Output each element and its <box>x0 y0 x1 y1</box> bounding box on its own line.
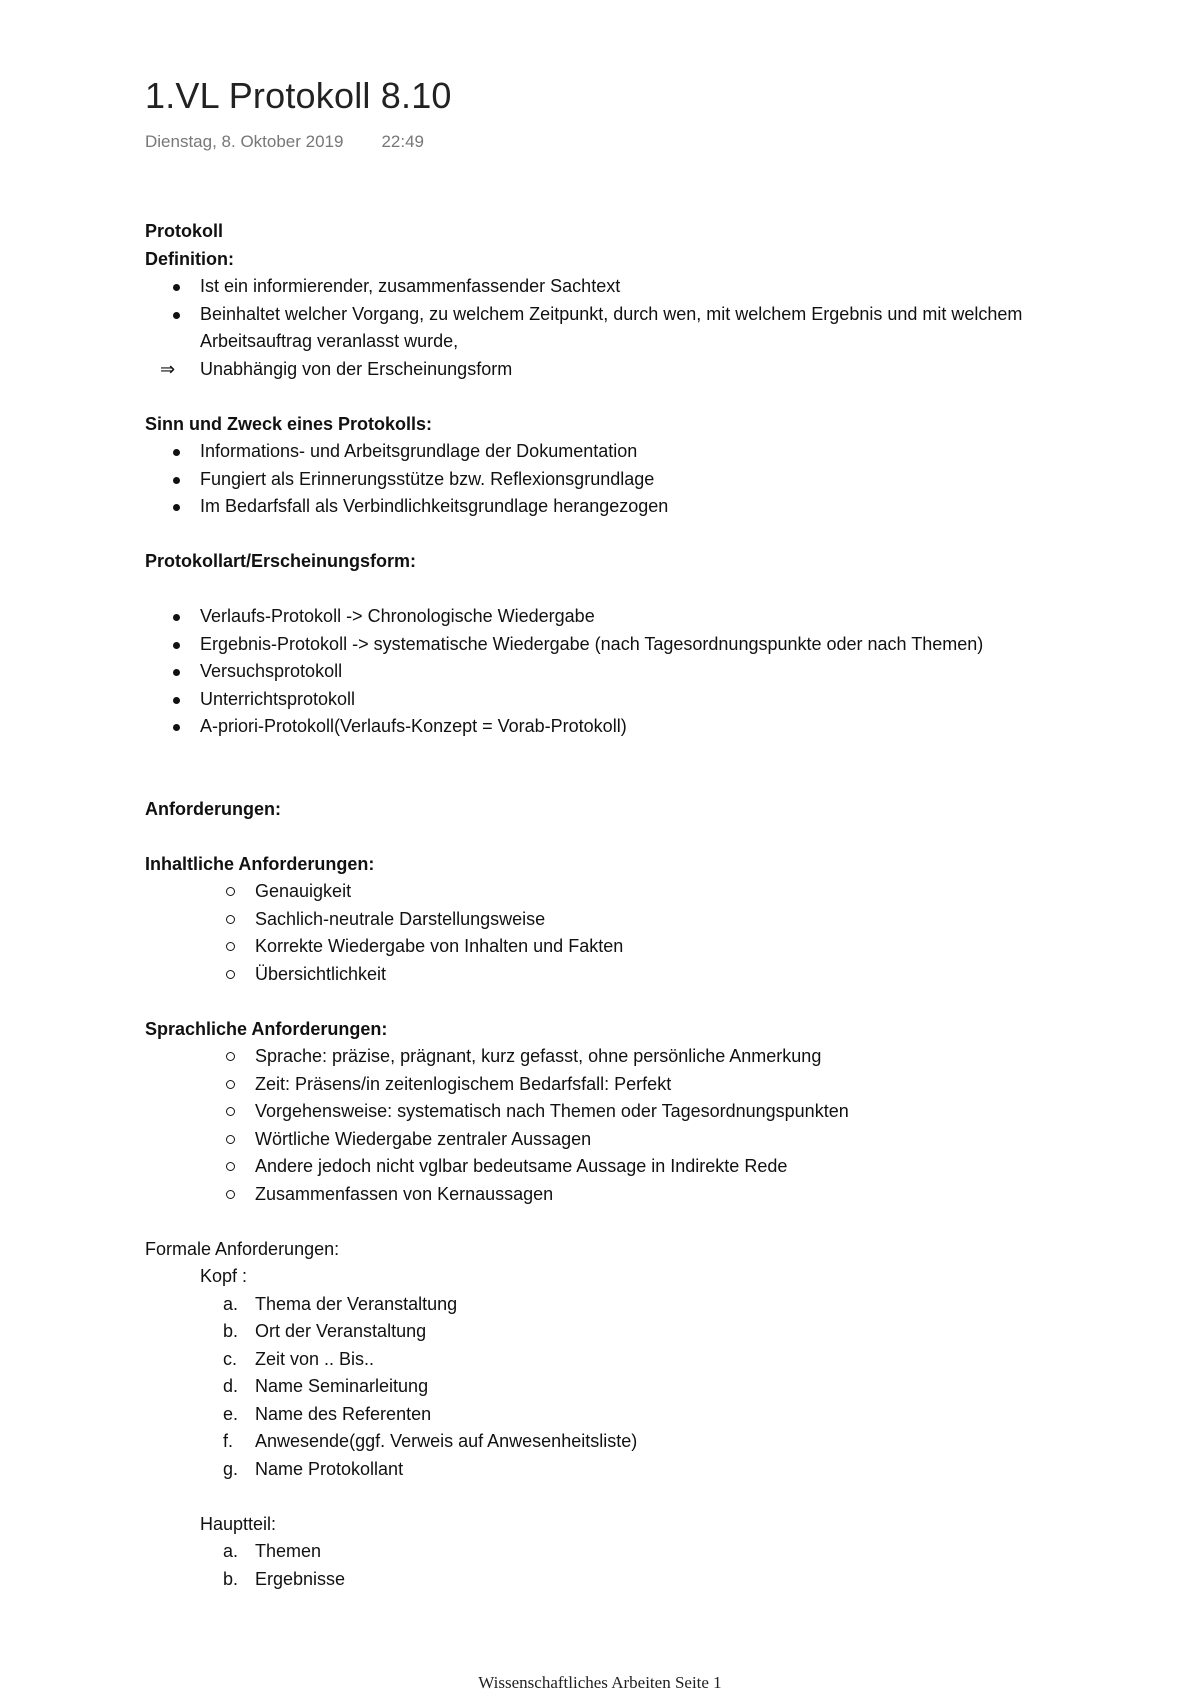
list-item: d. Name Seminarleitung <box>223 1376 429 1396</box>
list-item: Versuchsprotokoll <box>200 658 1105 686</box>
list-item: Zeit: Präsens/in zeitenlogischem Bedarfsfall: Perfekt <box>255 1071 1105 1099</box>
circle-bullet-icon <box>226 970 235 979</box>
list-item: Vorgehensweise: systematisch nach Themen oder Tagesordnungspunkten <box>255 1098 1105 1126</box>
heading-anforderungen: Anforderungen: <box>145 798 281 819</box>
list-item: A-priori-Protokoll(Verlaufs-Konzept = Vorab-Protokoll) <box>200 713 1105 741</box>
spacer <box>145 383 1105 411</box>
sprachliche-list <box>145 1043 1105 1208</box>
heading-inhaltliche-anforderungen: Inhaltliche Anforderungen: <box>145 853 375 874</box>
list-item: b. Ort der Veranstaltung <box>223 1321 427 1341</box>
spacer <box>145 823 1105 851</box>
list-item: g. Name Protokollant <box>223 1458 404 1479</box>
spacer <box>145 988 1105 1016</box>
heading-sinn-und-zweck: Sinn und Zweck eines Protokolls: <box>145 413 433 434</box>
circle-bullet-icon <box>226 1107 235 1116</box>
spacer <box>145 741 1105 769</box>
bullet-icon <box>173 284 180 291</box>
list-item: Übersichtlichkeit <box>255 961 1105 989</box>
list-item: f. Anwesende(ggf. Verweis auf Anwesenheitsliste) <box>223 1431 638 1451</box>
circle-bullet-icon <box>226 942 235 951</box>
circle-bullet-icon <box>226 1162 235 1171</box>
list-item: Verlaufs-Protokoll -> Chronologische Wiedergabe <box>200 603 1105 631</box>
bullet-icon <box>173 724 180 731</box>
page-title: 1.VL Protokoll 8.10 <box>145 75 452 116</box>
circle-bullet-icon <box>226 1190 235 1199</box>
bullet-icon <box>173 697 180 704</box>
bullet-icon <box>173 449 180 456</box>
list-item: a. Themen <box>223 1541 322 1561</box>
kopf-label: Kopf : <box>200 1266 248 1286</box>
list-item: b. Ergebnisse <box>223 1568 346 1589</box>
circle-bullet-icon <box>226 1080 235 1089</box>
circle-bullet-icon <box>226 887 235 896</box>
sinn-list <box>145 438 1105 521</box>
kopf-list <box>145 1291 1105 1484</box>
bullet-icon <box>173 477 180 484</box>
list-item: Zusammenfassen von Kernaussagen <box>255 1181 1105 1209</box>
page-time: 22:49 <box>381 132 425 151</box>
spacer <box>145 1483 1105 1511</box>
heading-protokoll: Protokoll <box>145 221 224 241</box>
list-item: c. Zeit von .. Bis.. <box>223 1348 375 1369</box>
heading-formale-anforderungen: Formale Anforderungen: <box>145 1238 340 1259</box>
list-item: Sachlich-neutrale Darstellungsweise <box>255 906 1105 934</box>
spacer <box>145 1208 1105 1236</box>
definition-list <box>145 273 1105 383</box>
list-item: Genauigkeit <box>255 878 1105 906</box>
list-item: ⇒ Unabhängig von der Erscheinungsform <box>200 356 1105 384</box>
list-item: Sprache: präzise, prägnant, kurz gefasst, ohne persönliche Anmerkung <box>255 1043 1105 1071</box>
spacer <box>145 576 1105 604</box>
list-item: Wörtliche Wiedergabe zentraler Aussagen <box>255 1126 1105 1154</box>
list-item: Informations- und Arbeitsgrundlage der Dokumentation <box>200 438 1105 466</box>
double-arrow-icon: ⇒ <box>160 358 176 379</box>
bullet-icon <box>173 669 180 676</box>
list-item: Beinhaltet welcher Vorgang, zu welchem Zeitpunkt, durch wen, mit welchem Ergebnis und mit welchem Arbeitsauftrag veranlasst wurde, <box>200 301 1105 356</box>
spacer <box>145 521 1105 549</box>
heading-protokollart: Protokollart/Erscheinungsform: <box>145 551 417 571</box>
list-item: Ergebnis-Protokoll -> systematische Wiedergabe (nach Tagesordnungspunkte oder nach Themen) <box>200 631 1105 659</box>
circle-bullet-icon <box>226 915 235 924</box>
bullet-icon <box>173 504 180 511</box>
list-item: e. Name des Referenten <box>223 1403 432 1424</box>
heading-definition: Definition: <box>145 248 234 269</box>
list-item: a. Thema der Veranstaltung <box>223 1293 458 1314</box>
circle-bullet-icon <box>226 1052 235 1061</box>
list-item: Unterrichtsprotokoll <box>200 686 1105 714</box>
bullet-icon <box>173 312 180 319</box>
list-item: Im Bedarfsfall als Verbindlichkeitsgrundlage herangezogen <box>200 493 1105 521</box>
page-meta <box>145 130 424 154</box>
page-date: Dienstag, 8. Oktober 2019 <box>145 132 344 151</box>
bullet-icon <box>173 614 180 621</box>
circle-bullet-icon <box>226 1135 235 1144</box>
hauptteil-label: Hauptteil: <box>200 1513 277 1534</box>
page-footer: Wissenschaftliches Arbeiten Seite 1 <box>478 1673 722 1692</box>
protokollart-list <box>145 603 1105 741</box>
heading-sprachliche-anforderungen: Sprachliche Anforderungen: <box>145 1018 388 1039</box>
list-item: Andere jedoch nicht vglbar bedeutsame Aussage in Indirekte Rede <box>255 1153 1105 1181</box>
hauptteil-list <box>145 1538 1105 1593</box>
list-item: Fungiert als Erinnerungsstütze bzw. Reflexionsgrundlage <box>200 466 1105 494</box>
bullet-icon <box>173 642 180 649</box>
spacer <box>145 768 1105 796</box>
inhaltliche-list <box>145 878 1105 988</box>
list-item: Ist ein informierender, zusammenfassender Sachtext <box>200 273 1105 301</box>
list-item: Korrekte Wiedergabe von Inhalten und Fakten <box>255 933 1105 961</box>
page-content <box>145 218 1105 1593</box>
